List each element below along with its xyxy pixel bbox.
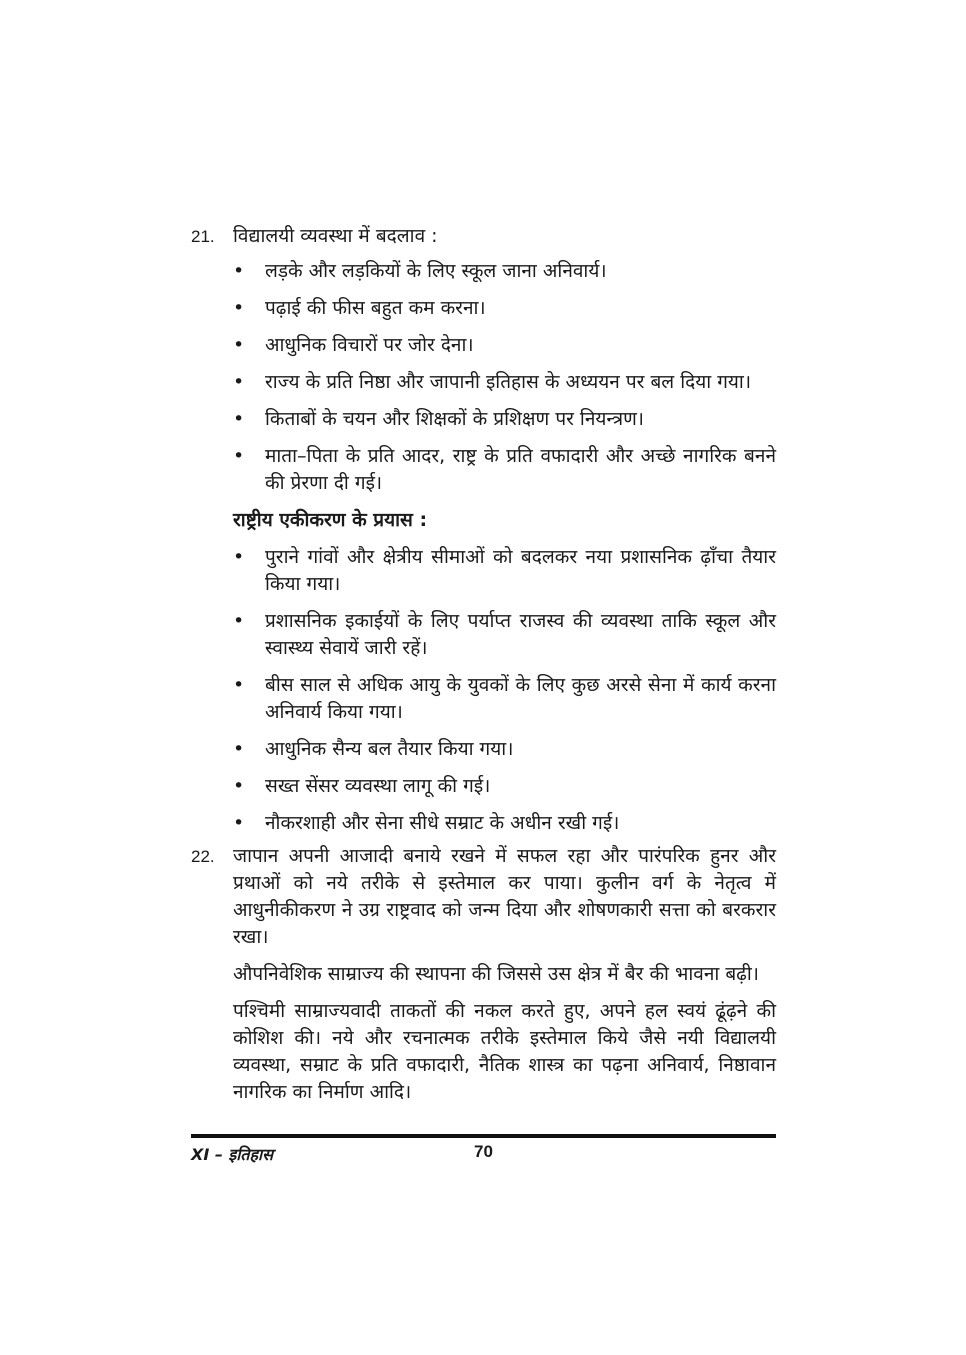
answer-paragraph: औपनिवेशिक साम्राज्य की स्थापना की जिससे उस क्षेत्र में बैर की भावना बढ़ी। <box>233 963 760 985</box>
list-item: • पुराने गांवों और क्षेत्रीय सीमाओं को बदलकर नया प्रशासनिक ढ़ाँचा तैयार किया गया। <box>233 546 776 595</box>
question-21-header <box>191 223 776 250</box>
question-22 <box>191 843 776 1106</box>
bullet-icon: • <box>233 334 245 356</box>
bullet-icon: • <box>233 738 245 760</box>
bullet-icon: • <box>233 408 245 430</box>
question-21 <box>191 223 776 837</box>
bullet-icon: • <box>233 297 245 319</box>
bullet-icon: • <box>233 775 245 797</box>
list-item: • किताबों के चयन और शिक्षकों के प्रशिक्षण पर नियन्त्रण। <box>233 406 776 433</box>
bullet-list-school-changes <box>191 258 776 497</box>
list-item: • नौकरशाही और सेना सीधे सम्राट के अधीन रखी गई। <box>233 810 776 837</box>
bullet-icon: • <box>233 260 245 282</box>
list-item: • माता–पिता के प्रति आदर, राष्ट्र के प्रति वफादारी और अच्छे नागरिक बनने की प्रेरणा दी गई। <box>233 445 776 494</box>
list-item: • राज्य के प्रति निष्ठा और जापानी इतिहास के अध्ययन पर बल दिया गया। <box>233 369 776 396</box>
page-number: 70 <box>474 1142 493 1161</box>
question-22-answer <box>191 843 776 951</box>
question-number: 21. <box>191 227 215 246</box>
list-item: • आधुनिक विचारों पर जोर देना। <box>233 332 776 359</box>
section-subheading: राष्ट्रीय एकीकरण के प्रयास : <box>233 509 428 531</box>
bullet-icon: • <box>233 371 245 393</box>
list-item: • बीस साल से अधिक आयु के युवकों के लिए कुछ अरसे सेना में कार्य करना अनिवार्य किया गया। <box>233 674 776 723</box>
question-title: विद्यालयी व्यवस्था में बदलाव : <box>233 225 438 247</box>
list-item: • सख्त सेंसर व्यवस्था लागू की गई। <box>233 773 776 800</box>
bullet-icon: • <box>233 445 245 467</box>
bullet-icon: • <box>233 546 245 568</box>
list-item: • लड़के और लड़कियों के लिए स्कूल जाना अनिवार्य। <box>233 258 776 285</box>
answer-paragraph: पश्चिमी साम्राज्यवादी ताकतों की नकल करते हुए, अपने हल स्वयं ढूंढ़ने की कोशिश की। नये और रचनात्मक तरीके इस्तेमाल किये जैसे नयी विद्यालयी व्यवस्था, सम्राट के प्रति वफादारी, नैतिक शास्त्र का पढ़ना अनिवार्य, निष्ठावान नागरिक का निर्माण आदि। <box>233 1000 776 1103</box>
question-number: 22. <box>191 847 215 866</box>
bullet-list-national-integration <box>191 544 776 837</box>
bullet-icon: • <box>233 610 245 632</box>
footer-book-title: XI – इतिहास <box>191 1145 274 1164</box>
list-item: • प्रशासनिक इकाईयों के लिए पर्याप्त राजस्व की व्यवस्था ताकि स्कूल और स्वास्थ्य सेवायें जारी रहें। <box>233 610 776 659</box>
list-item: • पढ़ाई की फीस बहुत कम करना। <box>233 295 776 322</box>
bullet-icon: • <box>233 674 245 696</box>
footer-divider <box>191 1134 776 1138</box>
bullet-icon: • <box>233 812 245 834</box>
list-item: • आधुनिक सैन्य बल तैयार किया गया। <box>233 736 776 763</box>
answer-paragraph: जापान अपनी आजादी बनाये रखने में सफल रहा और पारंपरिक हुनर और प्रथाओं को नये तरीके से इस्तेमाल कर पाया। कुलीन वर्ग के नेतृत्व में आधुनीकीकरण ने उग्र राष्ट्रवाद को जन्म दिया और शोषणकारी सत्ता को बरकरार रखा। <box>233 845 776 948</box>
